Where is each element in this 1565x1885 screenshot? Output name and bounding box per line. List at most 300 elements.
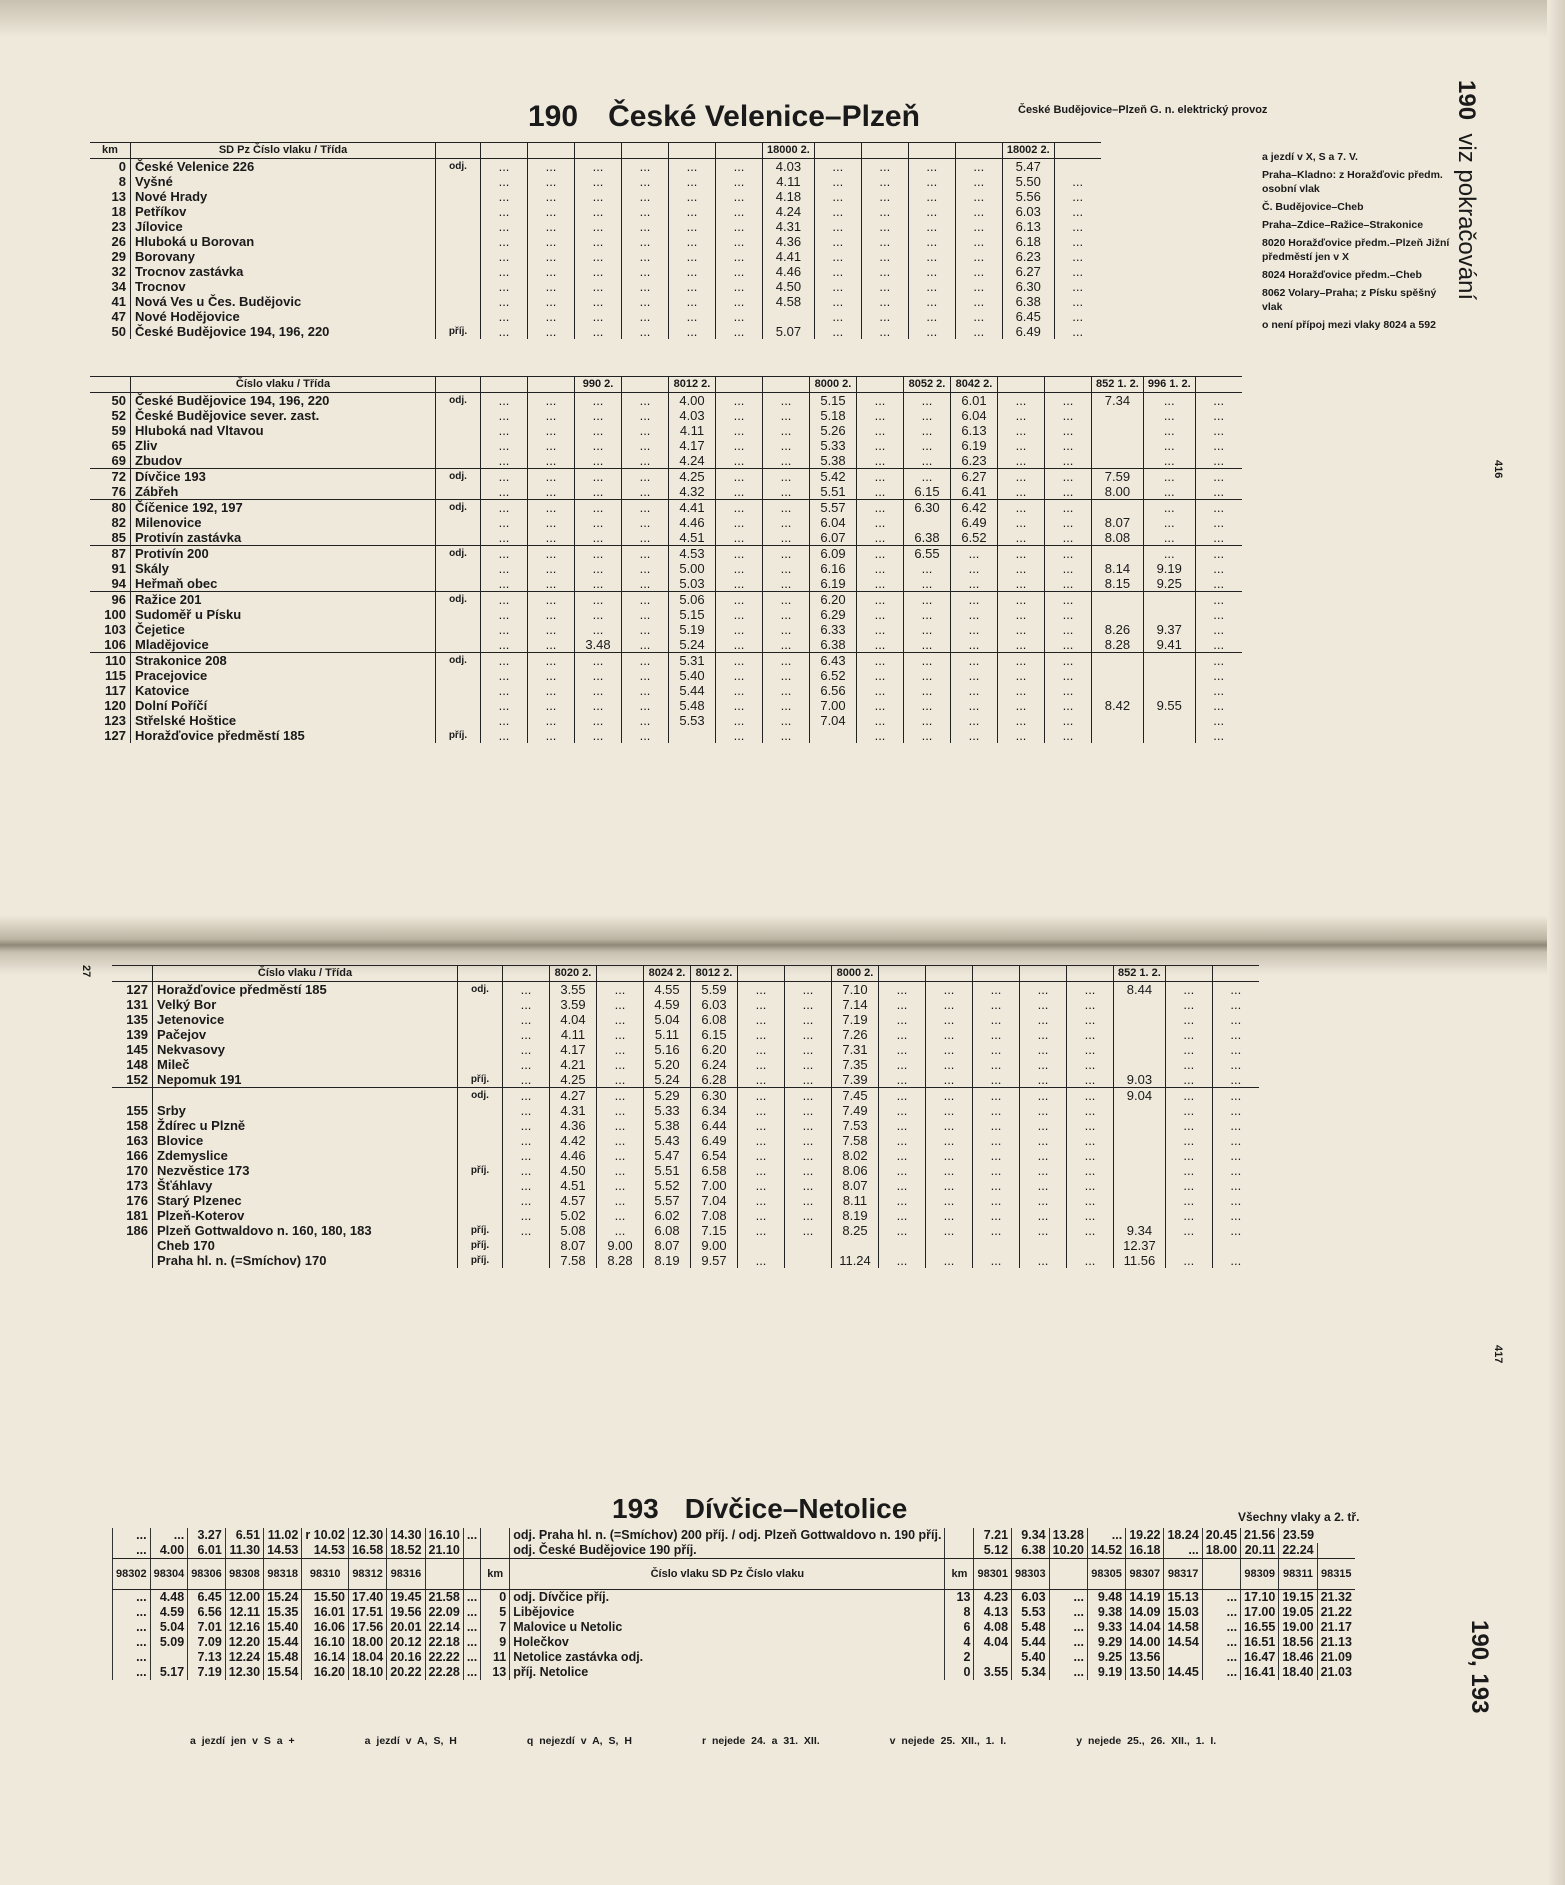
time-cell: ...: [622, 653, 669, 669]
table-row: [112, 1223, 1259, 1238]
time-cell: 5.56: [1002, 189, 1054, 204]
time-cell: ...: [481, 576, 528, 592]
time-cell: ...: [1045, 423, 1092, 438]
time-cell: 9.25: [1143, 576, 1195, 592]
time-cell: ...: [503, 1118, 550, 1133]
time-cell: 4.51: [669, 530, 716, 546]
time-cell: ...: [738, 1012, 785, 1027]
time-cell: ...: [951, 698, 998, 713]
time-cell: ...: [998, 576, 1045, 592]
table-row: [112, 1057, 1259, 1072]
station-name: Zliv: [131, 438, 436, 453]
time-cell: ...: [1049, 1590, 1087, 1606]
train-number: [716, 377, 763, 393]
time-cell: 8.19: [832, 1208, 879, 1223]
time-cell: ...: [575, 174, 622, 189]
time-cell: 18.04: [348, 1650, 386, 1665]
time-cell: ...: [575, 683, 622, 698]
time-cell: ...: [1020, 1133, 1067, 1148]
time-cell: [503, 1238, 550, 1253]
time-cell: ...: [622, 159, 669, 175]
station-name: [153, 1088, 458, 1104]
time-cell: [425, 1559, 463, 1590]
time-cell: ...: [861, 159, 908, 175]
table-row: [90, 174, 1101, 189]
table-row: [90, 592, 1242, 608]
km-cell: 0: [118, 159, 126, 174]
time-cell: [973, 1238, 1020, 1253]
time-cell: 18.56: [1279, 1635, 1317, 1650]
dep-arr-marker: [436, 622, 481, 637]
station-name: Srby: [153, 1103, 458, 1118]
train-number: [528, 143, 575, 159]
time-cell: 18.52: [387, 1543, 425, 1559]
station-name: Nekvasovy: [153, 1042, 458, 1057]
time-cell: ...: [738, 1133, 785, 1148]
station-name: odj. Dívčice příj.: [510, 1590, 945, 1606]
time-cell: ...: [597, 1042, 644, 1057]
time-cell: ...: [857, 607, 904, 622]
time-cell: ...: [973, 1042, 1020, 1057]
time-cell: 15.03: [1164, 1605, 1202, 1620]
time-cell: ...: [1165, 997, 1212, 1012]
time-cell: ...: [1049, 1635, 1087, 1650]
time-cell: ...: [716, 515, 763, 530]
time-cell: 5.16: [644, 1042, 691, 1057]
time-cell: ...: [857, 500, 904, 516]
time-cell: ...: [1067, 1163, 1114, 1178]
train-number: 8042 2.: [951, 377, 998, 393]
time-cell: 5.03: [669, 576, 716, 592]
time-cell: 7.00: [691, 1178, 738, 1193]
time-cell: ...: [1067, 1253, 1114, 1268]
station-name: Zábřeh: [131, 484, 436, 500]
time-cell: ...: [528, 324, 575, 339]
time-cell: 5.34: [1012, 1665, 1050, 1680]
station-name: Střelské Hoštice: [131, 713, 436, 728]
km-cell: 127: [104, 728, 126, 743]
footnote: y nejede 25., 26. XII., 1. I.: [1076, 1735, 1217, 1747]
time-cell: 98318: [264, 1559, 302, 1590]
time-cell: ...: [951, 607, 998, 622]
time-cell: 8.07: [832, 1178, 879, 1193]
time-cell: ...: [528, 698, 575, 713]
time-cell: ...: [926, 1012, 973, 1027]
time-cell: 16.01: [302, 1605, 349, 1620]
time-cell: ...: [503, 1027, 550, 1042]
time-cell: 9.19: [1087, 1665, 1125, 1680]
time-cell: 5.52: [644, 1178, 691, 1193]
time-cell: 19.15: [1279, 1590, 1317, 1606]
time-cell: [1165, 1238, 1212, 1253]
time-cell: ...: [481, 189, 528, 204]
time-cell: ...: [503, 1088, 550, 1104]
time-cell: ...: [528, 530, 575, 546]
table-row: [112, 1133, 1259, 1148]
time-cell: ...: [1165, 1088, 1212, 1104]
time-cell: 8.26: [1092, 622, 1144, 637]
time-cell: [463, 1559, 480, 1590]
time-cell: 6.55: [904, 546, 951, 562]
time-cell: 4.46: [550, 1148, 597, 1163]
time-cell: ...: [1202, 1620, 1240, 1635]
time-cell: ...: [785, 1193, 832, 1208]
time-cell: [1092, 408, 1144, 423]
time-cell: 14.00: [1126, 1635, 1164, 1650]
time-cell: ...: [1165, 1148, 1212, 1163]
time-cell: 11.30: [225, 1543, 263, 1559]
time-cell: ...: [1195, 622, 1242, 637]
time-cell: ...: [785, 1133, 832, 1148]
time-cell: [926, 1238, 973, 1253]
dep-arr-marker: příj.: [458, 1253, 503, 1268]
time-cell: ...: [528, 668, 575, 683]
time-cell: [1092, 607, 1144, 622]
km-cell: 11: [481, 1650, 510, 1665]
time-cell: 22.18: [425, 1635, 463, 1650]
time-cell: ...: [481, 561, 528, 576]
time-cell: 5.26: [810, 423, 857, 438]
km-cell: 117: [105, 683, 126, 698]
station-name: Horažďovice předměstí 185: [131, 728, 436, 743]
time-cell: 6.18: [1002, 234, 1054, 249]
time-cell: 7.21: [974, 1528, 1012, 1543]
time-cell: 4.24: [763, 204, 815, 219]
time-cell: ...: [503, 1042, 550, 1057]
time-cell: 5.59: [691, 982, 738, 998]
page-number-417: 417: [1492, 1345, 1504, 1364]
time-cell: [1114, 1042, 1166, 1057]
time-cell: ...: [622, 728, 669, 743]
time-cell: ...: [738, 1027, 785, 1042]
time-cell: ...: [716, 408, 763, 423]
km-cell: 123: [104, 713, 126, 728]
time-cell: 6.08: [691, 1012, 738, 1027]
time-cell: ...: [1143, 453, 1195, 469]
time-cell: ...: [904, 607, 951, 622]
time-cell: 4.21: [550, 1057, 597, 1072]
time-cell: ...: [622, 637, 669, 653]
km-cell: 166: [126, 1148, 148, 1163]
time-cell: ...: [622, 592, 669, 608]
km-cell: 8: [118, 174, 126, 189]
time-cell: ...: [926, 1133, 973, 1148]
time-cell: ...: [1020, 1193, 1067, 1208]
time-cell: ...: [716, 264, 763, 279]
time-cell: 16.51: [1241, 1635, 1279, 1650]
time-cell: 8.07: [1092, 515, 1144, 530]
time-cell: ...: [951, 668, 998, 683]
train-header-row: [90, 143, 1101, 159]
time-cell: 5.47: [644, 1148, 691, 1163]
km-cell: 52: [111, 408, 126, 423]
table-row: [90, 438, 1242, 453]
time-cell: [810, 728, 857, 743]
time-cell: 3.59: [550, 997, 597, 1012]
time-cell: ...: [1049, 1650, 1087, 1665]
time-cell: 5.06: [669, 592, 716, 608]
time-cell: 6.01: [188, 1543, 226, 1559]
time-cell: ...: [1165, 1103, 1212, 1118]
time-cell: ...: [738, 1148, 785, 1163]
time-cell: ...: [879, 1133, 926, 1148]
time-cell: ...: [1143, 408, 1195, 423]
dep-arr-marker: [436, 234, 481, 249]
station-name: Mileč: [153, 1057, 458, 1072]
time-cell: ...: [716, 668, 763, 683]
time-cell: 4.23: [974, 1590, 1012, 1606]
time-cell: 4.25: [550, 1072, 597, 1088]
time-cell: ...: [113, 1543, 151, 1559]
km-cell: 94: [111, 576, 126, 591]
time-cell: 4.08: [974, 1620, 1012, 1635]
km-cell: 127: [126, 982, 148, 997]
km-cell: [481, 1528, 510, 1543]
time-cell: 6.52: [951, 530, 998, 546]
time-cell: ...: [998, 500, 1045, 516]
time-cell: ...: [1020, 1223, 1067, 1238]
connection-row: [113, 1543, 1355, 1559]
km-cell: 29: [111, 249, 126, 264]
time-cell: ...: [528, 264, 575, 279]
time-cell: ...: [622, 174, 669, 189]
time-cell: 15.40: [264, 1620, 302, 1635]
time-cell: ...: [528, 728, 575, 743]
time-cell: ...: [904, 668, 951, 683]
time-cell: ...: [908, 189, 955, 204]
time-cell: ...: [814, 159, 861, 175]
time-cell: ...: [481, 438, 528, 453]
train-number: 8012 2.: [691, 966, 738, 982]
time-cell: ...: [481, 294, 528, 309]
km-cell: 131: [126, 997, 148, 1012]
time-cell: ...: [1045, 561, 1092, 576]
time-cell: ...: [861, 189, 908, 204]
time-cell: ...: [669, 174, 716, 189]
km-cell: 148: [126, 1057, 148, 1072]
station-name: Nové Hrady: [131, 189, 436, 204]
km-cell: 34: [111, 279, 126, 294]
time-cell: ...: [904, 438, 951, 453]
time-cell: 12.00: [225, 1590, 263, 1606]
time-cell: ...: [622, 546, 669, 562]
dep-arr-marker: příj.: [458, 1072, 503, 1088]
km-cell: 2: [945, 1650, 974, 1665]
time-cell: ...: [113, 1665, 151, 1680]
station-name: odj. Praha hl. n. (=Smíchov) 200 příj. / odj. Plzeň Gottwaldovo n. 190 příj.: [510, 1528, 945, 1543]
km-cell: 0: [945, 1665, 974, 1680]
time-cell: ...: [857, 713, 904, 728]
time-cell: 6.20: [691, 1042, 738, 1057]
table-row: [112, 1148, 1259, 1163]
time-cell: ...: [622, 393, 669, 409]
time-cell: ...: [528, 500, 575, 516]
time-cell: ...: [622, 500, 669, 516]
time-cell: ...: [785, 1103, 832, 1118]
time-cell: ...: [955, 309, 1002, 324]
time-cell: 9.25: [1087, 1650, 1125, 1665]
time-cell: 4.42: [550, 1133, 597, 1148]
time-cell: 4.50: [763, 279, 815, 294]
train-number: [1212, 966, 1259, 982]
time-cell: ...: [113, 1650, 151, 1665]
km-cell: 13: [481, 1665, 510, 1680]
table-row: [90, 683, 1242, 698]
station-name: Ždírec u Plzně: [153, 1118, 458, 1133]
time-cell: 12.24: [225, 1650, 263, 1665]
time-cell: ...: [908, 294, 955, 309]
time-cell: 4.59: [150, 1605, 188, 1620]
time-cell: ...: [998, 622, 1045, 637]
time-cell: 4.36: [550, 1118, 597, 1133]
dep-arr-marker: [436, 219, 481, 234]
time-cell: ...: [908, 234, 955, 249]
time-cell: ...: [463, 1590, 480, 1606]
time-cell: 5.15: [810, 393, 857, 409]
time-cell: ...: [503, 1208, 550, 1223]
time-cell: ...: [951, 622, 998, 637]
km-cell: 18: [111, 204, 126, 219]
station-name: Libějovice: [510, 1605, 945, 1620]
time-cell: 5.18: [810, 408, 857, 423]
time-cell: ...: [622, 469, 669, 485]
time-cell: 9.04: [1114, 1088, 1166, 1104]
time-cell: 6.30: [1002, 279, 1054, 294]
time-cell: [1114, 1148, 1166, 1163]
time-cell: 5.57: [644, 1193, 691, 1208]
station-name: odj. České Budějovice 190 příj.: [510, 1543, 945, 1559]
time-cell: ...: [528, 279, 575, 294]
time-cell: ...: [1020, 1208, 1067, 1223]
time-cell: 8.28: [1092, 637, 1144, 653]
time-cell: 22.24: [1279, 1543, 1317, 1559]
time-cell: ...: [998, 423, 1045, 438]
footnote: a jezdí v X, S a 7. V.: [1262, 151, 1358, 163]
km-cell: 13: [945, 1590, 974, 1606]
time-cell: ...: [1165, 1193, 1212, 1208]
time-cell: 5.53: [669, 713, 716, 728]
time-cell: ...: [1195, 728, 1242, 743]
train-number: [879, 966, 926, 982]
time-cell: ...: [973, 1072, 1020, 1088]
time-cell: ...: [716, 423, 763, 438]
dep-arr-marker: [458, 1193, 503, 1208]
table-193: [112, 1528, 1355, 1680]
time-cell: ...: [861, 204, 908, 219]
time-cell: ...: [857, 592, 904, 608]
table-row: [112, 1208, 1259, 1223]
time-cell: ...: [814, 249, 861, 264]
time-cell: ...: [1165, 1027, 1212, 1042]
time-cell: ...: [785, 1012, 832, 1027]
footnote: Č. Budějovice–Cheb: [1262, 201, 1364, 213]
time-cell: 6.27: [951, 469, 998, 485]
time-cell: ...: [716, 484, 763, 500]
time-cell: ...: [669, 294, 716, 309]
time-cell: ...: [951, 637, 998, 653]
time-cell: 18.46: [1279, 1650, 1317, 1665]
km-cell: 170: [126, 1163, 148, 1178]
time-cell: 7.19: [188, 1665, 226, 1680]
time-cell: ...: [1164, 1543, 1202, 1559]
table-row: [112, 1072, 1259, 1088]
station-name: Blovice: [153, 1133, 458, 1148]
dep-arr-marker: [436, 561, 481, 576]
time-cell: ...: [622, 530, 669, 546]
time-cell: ...: [973, 1208, 1020, 1223]
km-cell: 152: [126, 1072, 148, 1087]
time-cell: 9.00: [597, 1238, 644, 1253]
time-cell: ...: [575, 309, 622, 324]
time-cell: ...: [575, 324, 622, 339]
time-cell: ...: [998, 515, 1045, 530]
time-cell: 4.18: [763, 189, 815, 204]
time-cell: 16.55: [1241, 1620, 1279, 1635]
time-cell: ...: [879, 1103, 926, 1118]
time-cell: ...: [1045, 408, 1092, 423]
time-cell: ...: [785, 1208, 832, 1223]
time-cell: ...: [481, 393, 528, 409]
arrival-header: [436, 143, 481, 159]
time-cell: 12.37: [1114, 1238, 1166, 1253]
time-cell: 21.58: [425, 1590, 463, 1606]
time-cell: ...: [1045, 683, 1092, 698]
time-cell: ...: [503, 997, 550, 1012]
time-cell: ...: [926, 1193, 973, 1208]
time-cell: ...: [904, 592, 951, 608]
time-cell: ...: [998, 469, 1045, 485]
time-cell: ...: [622, 453, 669, 469]
footnote: v nejede 25. XII., 1. I.: [889, 1735, 1007, 1747]
time-cell: ...: [738, 1178, 785, 1193]
time-cell: ...: [503, 1148, 550, 1163]
time-cell: ...: [1020, 1253, 1067, 1268]
time-cell: ...: [463, 1635, 480, 1650]
time-cell: 14.30: [387, 1528, 425, 1543]
km-cell: [945, 1543, 974, 1559]
table-row: [90, 309, 1101, 324]
time-cell: ...: [738, 1163, 785, 1178]
time-cell: ...: [528, 393, 575, 409]
table-193-footnotes: [190, 1735, 1286, 1747]
time-cell: ...: [716, 469, 763, 485]
time-cell: 6.23: [951, 453, 998, 469]
time-cell: 8.06: [832, 1163, 879, 1178]
train-number: [955, 143, 1002, 159]
time-cell: [1143, 592, 1195, 608]
time-cell: ...: [669, 189, 716, 204]
time-cell: 6.03: [1002, 204, 1054, 219]
time-cell: ...: [763, 607, 810, 622]
station-name: Dívčice 193: [131, 469, 436, 485]
time-cell: ...: [528, 653, 575, 669]
time-cell: ...: [463, 1650, 480, 1665]
dep-arr-marker: [436, 204, 481, 219]
time-cell: ...: [1067, 1118, 1114, 1133]
time-cell: ...: [575, 592, 622, 608]
dep-arr-marker: [436, 249, 481, 264]
time-cell: ...: [1212, 1193, 1259, 1208]
time-cell: ...: [973, 997, 1020, 1012]
time-cell: ...: [1212, 1118, 1259, 1133]
time-cell: 15.35: [264, 1605, 302, 1620]
station-name: Horažďovice předměstí 185: [153, 982, 458, 998]
time-cell: ...: [763, 515, 810, 530]
table-row: [112, 1118, 1259, 1133]
table-row: [112, 1253, 1259, 1268]
dep-arr-marker: [436, 453, 481, 469]
time-cell: ...: [926, 1178, 973, 1193]
